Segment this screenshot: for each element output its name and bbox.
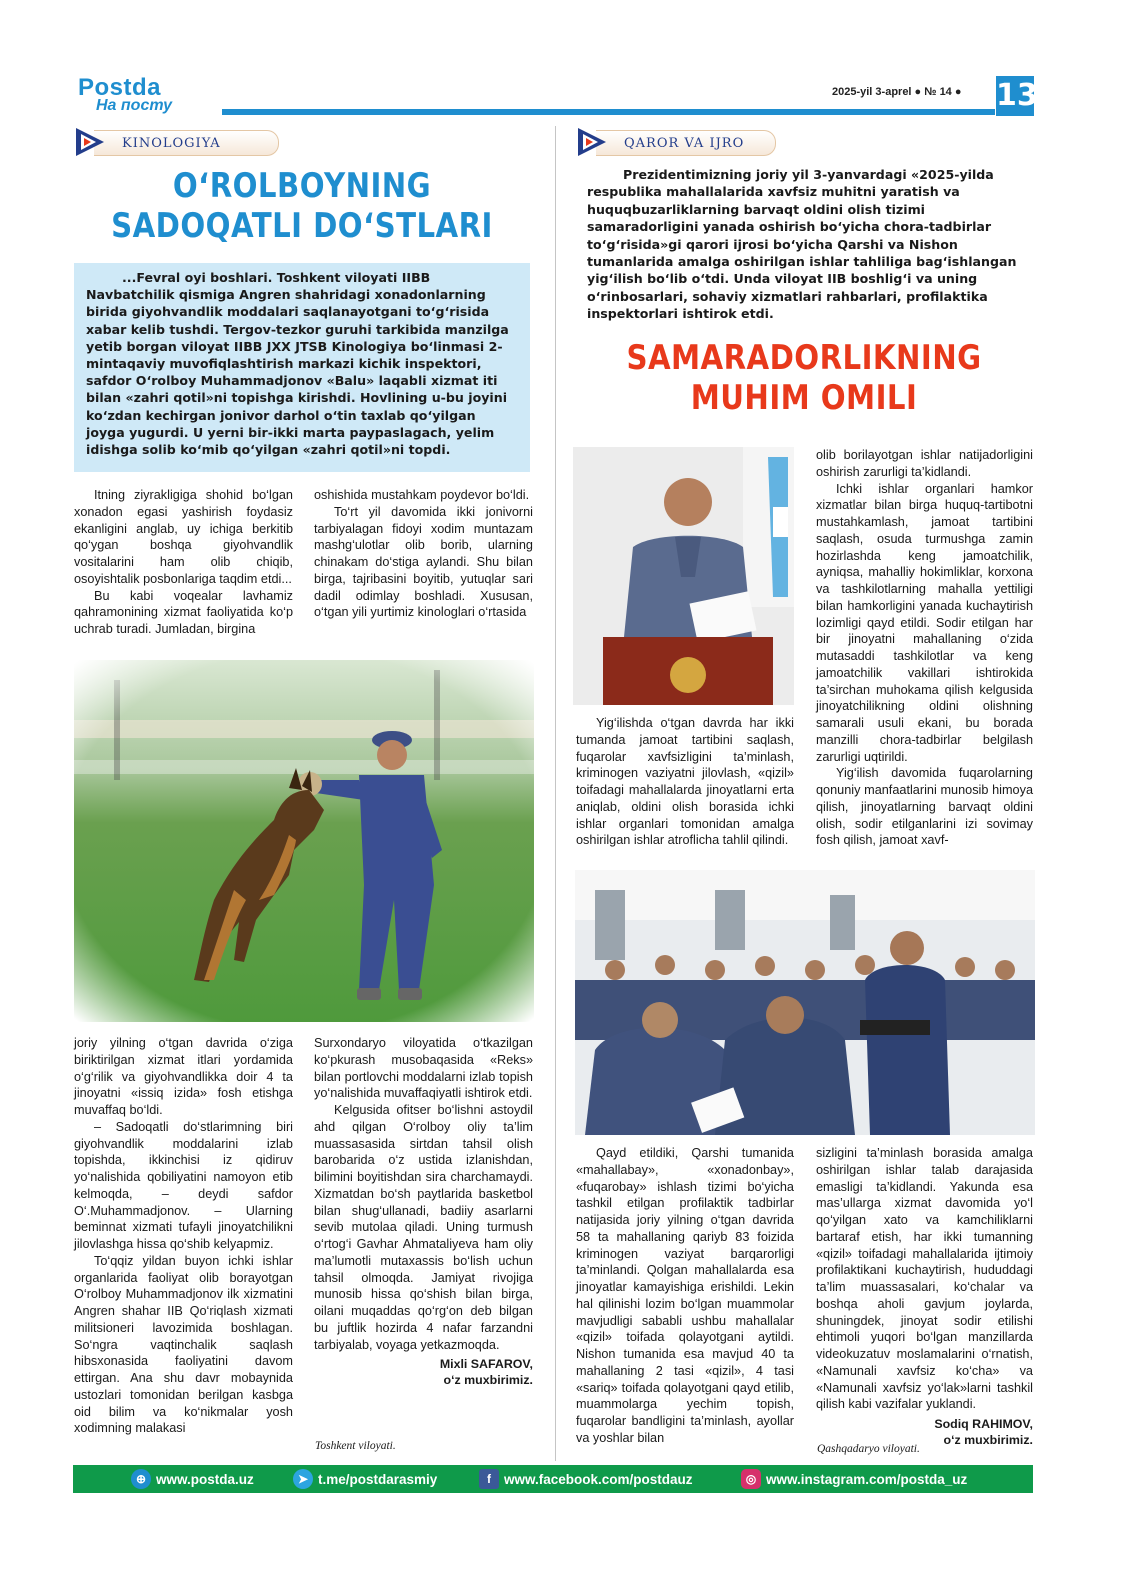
title-line-1: O‘ROLBOYNING	[172, 166, 432, 206]
footer-telegram[interactable]	[293, 1469, 437, 1489]
issue-date: 2025-yil 3-aprel ● № 14 ●	[832, 86, 962, 98]
lead-text: ...Fevral oyi boshlari. Toshkent viloyati IIBB Navbatchilik qismiga Angren shahridagi xonadonlarning birida giyohvandlik moddalari saqlanayotgani to‘g‘risida xabar kelib tushdi. Tergov-tezkor guruhi tarkibida manzilga yetib borgan viloyat IIBB JXX JTSB Kinologiya bo‘linmasi 2-mintaqaviy muvofiqlashtirish markazi kichik inspektori, safdor O‘rolboy Muhammadjonov «Balu» laqabli xizmat iti bilan «zahri qotil»ni topishga kirishdi. Hovlining u-bu joyini ko‘zdan kechirgan jonivor darhol o‘tin taxlab qo‘yilgan joyga yugurdi. U yerni bir-ikki marta paypaslagach, yelim idishga solib ko‘mib qo‘yilgan «zahri qotil»ni topdi.	[86, 270, 509, 458]
photo-speaker	[573, 447, 794, 705]
section-tag-left	[74, 126, 279, 158]
right-col-1-bottom	[576, 1145, 794, 1447]
photo-meeting	[575, 870, 1035, 1135]
triangle-arrow-icon	[74, 126, 106, 158]
lead-text-right: Prezidentimizning joriy yil 3-yanvardagi «2025-yilda respublika mahallalarida xavfsiz muhitni yaratish va huquqbuzarliklarning barvaqt oldini olish tizimi samaradorligini yanada oshirish bo‘yicha chora-tadbirlar to‘g‘risida»gi qarori ijrosi bo‘yicha Qarshi va Nishon tumanlarida amalga oshirilgan ishlar tahliliga bag‘ishlangan yig‘ilish bo‘lib o‘tdi. Unda viloyat IIB boshlig‘i va uning o‘rinbosarlari, sohaviy xizmatlari rahbarlari, profilaktika inspektorlari ishtirok etdi.	[587, 167, 1017, 322]
lead-box	[74, 263, 530, 472]
paragraph: sizligini ta’minlash borasida amalga oshirilgan ishlar talab darajasida emasligi ta’kidlandi. Yakunda esa mas’ullarga xizmat davomida yo‘l qo‘yilgan xato va kamchiliklarni bartaraf etish, har ikki tumanning «qizil» toifadagi mahallalarida ijtimoiy profilaktikani kuchaytirish, hududdagi ta’lim muassasalari, ko‘chalar va boshqa aholi gavjum joylarda, shuningdek, jinoyat sodir etilishi ehtimoli yuqori bo‘lgan manzillarda videokuzatuv moslamalarini o‘rnatish, «Namunali xavfsiz ko‘cha» va «Namunali xavfsiz yo‘lak»larni tashkil qilish kabi vazifalar yuklandi.	[816, 1146, 1033, 1412]
title-line-2: MUHIM OMILI	[690, 378, 918, 418]
title-line-1: SAMARADORLIKNING	[626, 338, 982, 378]
footer-instagram-text: www.instagram.com/postda_uz	[766, 1471, 968, 1487]
left-col-2-top	[314, 487, 533, 621]
logo-postda: Postda	[78, 74, 162, 101]
paragraph: Kelgusida ofitser bo‘lishni astoydil ahd qilgan O‘rolboy oliy ta’lim muassasasida sirtdan tahsil olish barobarida o‘z ustida izlanishdan, bilimini boyitishdan sira charchamaydi. Xizmatdan bo‘sh paytlarida basketbol bilan shug‘ullanadi, badiiy asarlarni sevib mutolaa qiladi. Uning turmush o‘rtog‘i Gavhar Ahmataliyeva ham oliy ma’lumotli mutaxassis bo‘lish uchun tahsil olmoqda. Jamiyat rivojiga munosib hissa qo‘shish bilan birga, oilani muqaddas qo‘rg‘on deb bilgan bu juftlik hozirda 4 nafar farzandni tarbiyalab, voyaga yetkazmoqda.	[314, 1103, 533, 1352]
footer-facebook-text: www.facebook.com/postdauz	[504, 1471, 693, 1487]
paragraph: Surxondaryo viloyatida o‘tkazilgan ko‘pkurash musobaqasida «Reks» bilan portlovchi moddalarni izlab topish yo‘nalishida muvaffaqiyatli ishtirok etdi.	[314, 1036, 533, 1101]
location-note: Qashqadaryo viloyati.	[817, 1443, 920, 1455]
article-title-left	[74, 166, 530, 246]
paragraph: olib borilayotgan ishlar natijadorligini oshirish zarurligi ta’kidlandi.	[816, 448, 1033, 479]
right-col-1-mid	[576, 715, 794, 849]
paragraph: Yig‘ilishda o‘tgan davrda har ikki tumanda jamoat tartibini saqlash, fuqarolar xavfsizligini ta’minlash, kriminogen vaziyatni jilovlash, «qizil» toifadagi mahallalarda jinoyatlarni erta aniqlab, oldini olish borasida ichki ishlar organlari tomonidan amalga oshirilgan ishlar atroflicha tahlil qilindi.	[576, 716, 794, 848]
column-divider	[555, 126, 556, 1461]
author-name: Mixli SAFAROV,	[439, 1357, 533, 1372]
footer-website-text: www.postda.uz	[156, 1471, 254, 1487]
footer-bar	[73, 1465, 1033, 1493]
left-col-2-bottom	[314, 1035, 533, 1388]
title-line-2: SADOQATLI DO‘STLARI	[111, 206, 493, 246]
paragraph: Yig‘ilish davomida fuqarolarning qonuniy manfaatlarini munosib himoya qilish, jinoyatlarning barvaqt oldini olish, sodir etilganlarini izi sovimay fosh qilish, jamoat xavf-	[816, 766, 1033, 848]
photo-dog-training	[74, 660, 534, 1022]
paragraph: – Sadoqatli do‘stlarimning biri giyohvandlik moddalarini izlab topishda, ikkinchisi iz qidiruv yo‘nalishida qobiliyatini namoyon etib kelmoqda, – deydi safdor O‘.Muhammadjonov. – Ularning beminnat xizmati tufayli jinoyatchilikni jilovlashga hissa qo‘shib kelyapmiz.	[74, 1119, 293, 1251]
instagram-icon: ◎	[741, 1469, 761, 1489]
location-note: Toshkent viloyati.	[315, 1440, 396, 1452]
right-col-2-bottom	[816, 1145, 1033, 1448]
left-col-1-top	[74, 487, 293, 638]
section-label: KINOLOGIYA	[122, 136, 221, 151]
right-col-2-top	[816, 447, 1033, 849]
footer-facebook[interactable]	[479, 1469, 693, 1489]
footer-website[interactable]	[131, 1469, 254, 1489]
paragraph: Itning ziyrakligiga shohid bo‘lgan xonadon egasi yashirish foydasiz ekanligini anglab, uy ichiga berkitib qo‘ygan boshqa giyohvandlik vositalarini ham olib chiqib, osoyishtalik posbonlariga taqdim etdi...	[74, 488, 293, 586]
section-tag-right	[576, 126, 776, 158]
author-name: Sodiq RAHIMOV,	[934, 1417, 1033, 1431]
paragraph: To‘rt yil davomida ikki jonivorni tarbiyalagan fidoyi xodim muntazam mashg‘ulotlar olib borib, ularning chinakam do‘stiga aylandi. Shu bilan birga, tajribasini boyitib, yutuqlar sari dadil odimlay boshladi. Xususan, o‘tgan yili yurtimiz kinologlari o‘rtasida	[314, 504, 533, 620]
globe-icon: ⊕	[131, 1469, 151, 1489]
author-role: o‘z muxbirimiz.	[443, 1372, 533, 1387]
telegram-icon: ➤	[293, 1469, 313, 1489]
triangle-arrow-icon	[576, 126, 608, 158]
header-rule	[222, 109, 995, 115]
footer-telegram-text: t.me/postdarasmiy	[318, 1471, 438, 1487]
facebook-icon: f	[479, 1469, 499, 1489]
paragraph: oshishida mustahkam poydevor bo‘ldi.	[314, 488, 530, 502]
paragraph: Bu kabi voqealar lavhamiz qahramonining xizmat faoliyatida ko‘p uchrab turadi. Jumladan, birgina	[74, 588, 293, 636]
paragraph: Ichki ishlar organlari hamkor xizmatlar bilan birga huquq-tartibotni mustahkamlash, jamoat tartibini saqlash, osuda turmushga zamin hozirlashda keng jamoatchilik, ayniqsa, mahalliy hokimliklar, korxona va tashkilotlarning mahalla yettiligi bilan hamkorligini yanada kuchaytirish lozimligi qayd etildi. Sodir etilgan har bir jinoyatni mahallaning o‘zida mutasaddi tashkilotlar va keng jamoatchilik vakillari ishtirokida ta’sirchan muhokama qilish kelgusida jinoyatchilikning oldini olishning samarali usuli ekani, bu borada manzilli chora-tadbirlar belgilash zarurligi uqtirildi.	[816, 481, 1033, 764]
left-col-1-bottom	[74, 1035, 293, 1437]
logo-subtitle: На посту	[96, 97, 173, 114]
author-role: o‘z muxbirimiz.	[943, 1432, 1033, 1447]
section-label: QAROR VA IJRO	[624, 136, 745, 151]
footer-instagram[interactable]	[741, 1469, 967, 1489]
article-title-right	[576, 338, 1032, 418]
page-number: 13	[996, 76, 1034, 116]
paragraph: To‘qqiz yildan buyon ichki ishlar organlarida faoliyat olib borayotgan O‘rolboy Muhammadjonov ilk xizmatini Angren shahar IIB Qo‘riqlash xizmati militsioneri lavozimida boshlagan. So‘ngra vaqtinchalik saqlash hibsxonasida faoliyatini davom ettirgan. Ana shu davr mobaynida ustozlari tomonidan berilgan kasbga oid bilim va ko‘nikmalar yosh xodimning malakasi	[74, 1253, 293, 1436]
paragraph: Qayd etildiki, Qarshi tumanida «mahallabay», «xonadonbay», «fuqarobay» ishlash tizimi bo‘yicha tashkil etilgan profilaktik tadbirlar natijasida joriy yilning o‘tgan davrida 58 ta mahallaning qariyb 83 foizida kriminogen vaziyat barqarorligi ta’minlandi. Qolgan mahallalarda esa jinoyatlar kamayishiga erishildi. Lekin hal qilinishi lozim bo‘lgan muammolar mavjudligi sababli ushbu mahallalar «qizil» toifada qolayotgani aytildi. Nishon tumanida esa mavjud 40 ta mahallaning 2 tasi «qizil», 4 tasi «sariq» toifada qolayotgani qayd etilib, muammolarga yechim topish, fuqarolar bandligini ta’minlash, ayollar va yoshlar bilan	[576, 1146, 794, 1445]
paragraph: joriy yilning o‘tgan davrida o‘ziga biriktirilgan xizmat itlari yordamida o‘g‘rilik va giyohvandlikka doir 4 ta jinoyatni «issiq izida» fosh etishga muvaffaq bo‘ldi.	[74, 1036, 293, 1117]
